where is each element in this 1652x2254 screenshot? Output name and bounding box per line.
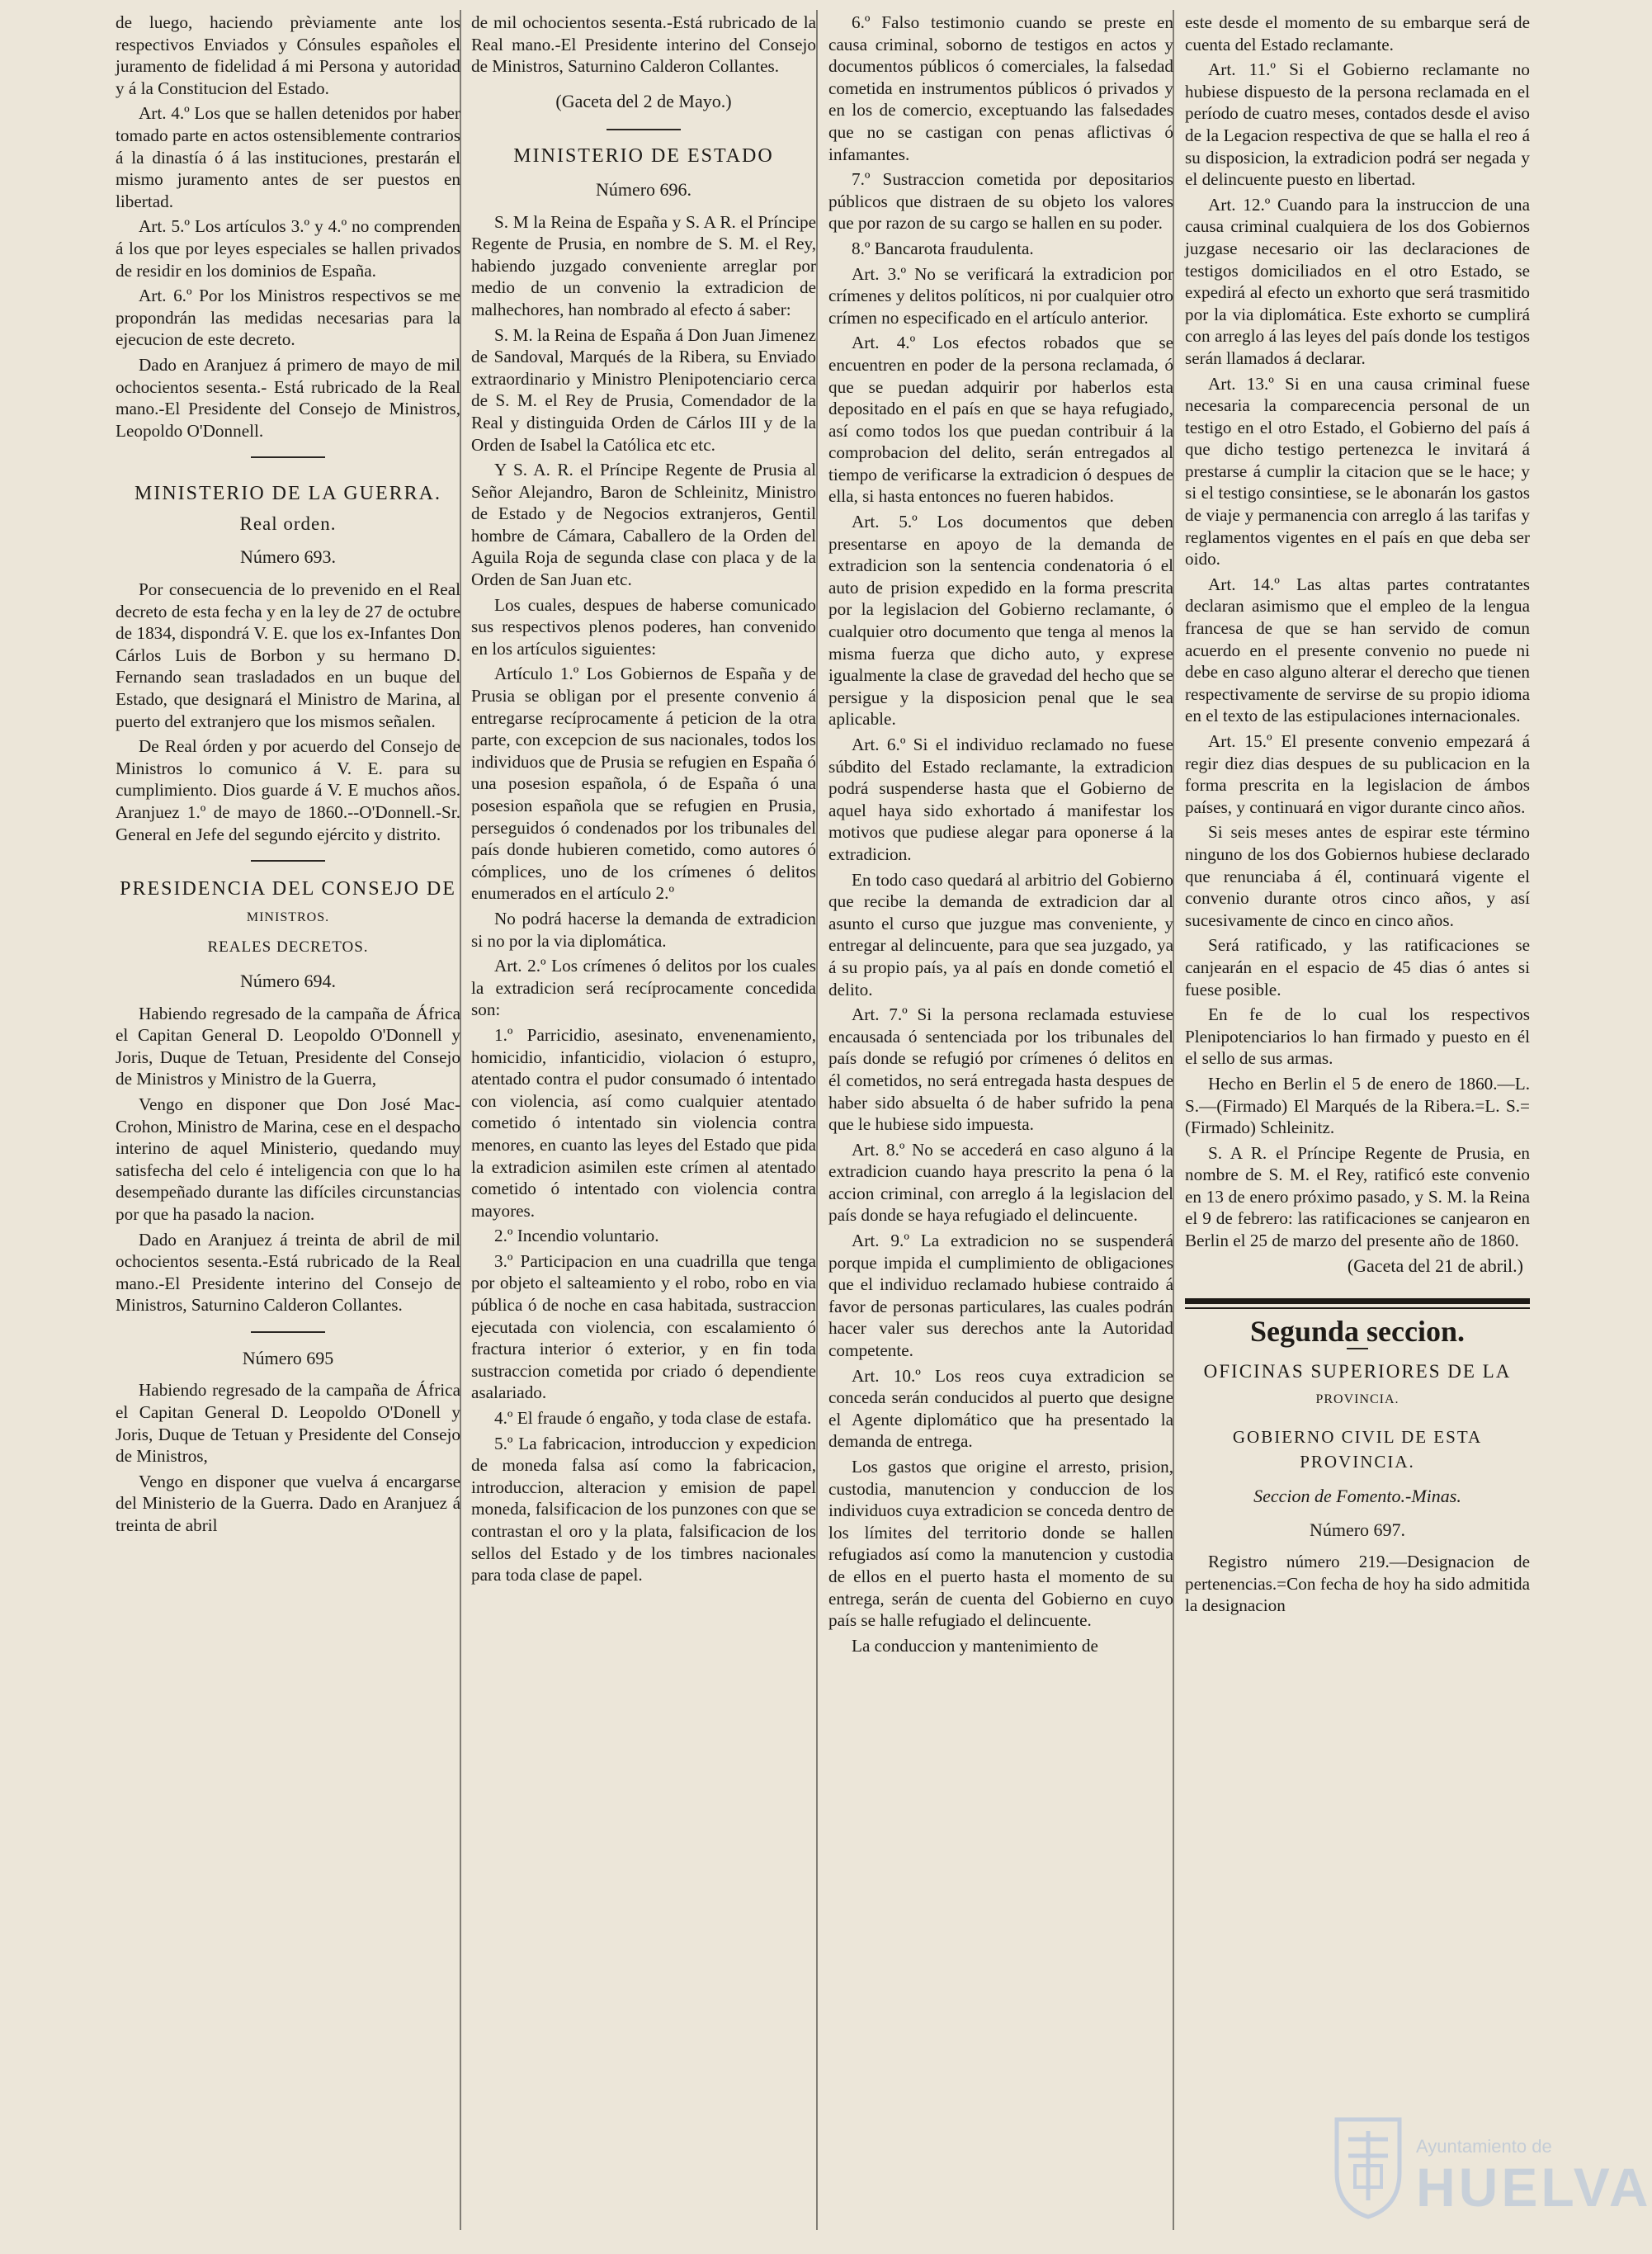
article-4: Art. 4.º Los efectos robados que se encuentren en poder de la persona reclamada, ó que se puedan adquirir por haberlos esta depositado en el país en que se haya refugiado, así como todos los que puedan contribuir á la comprobacion del delito, serán entregados al tiempo de verificarse la extradicion ó despues de ella, si hasta entonces no fueren habidos.	[828, 333, 1173, 507]
section-heading-guerra: MINISTERIO DE LA GUERRA.	[135, 483, 441, 505]
article-7: Art. 7.º Si la persona reclamada estuviese encausada ó sentenciada por los tribunales del país donde se refugió por crímenes ó delitos en él cometidos, no será entregada hasta despues de haber sido absuelta ó de haber sufrido la pena que le hubiese sido impuesta.	[828, 1004, 1173, 1135]
paragraph: este desde el momento de su embarque será de cuenta del Estado reclamante.	[1185, 12, 1530, 54]
watermark-line2: HUELVA	[1416, 2157, 1652, 2218]
paragraph: S. M la Reina de España y S. A R. el Príncipe Regente de Prusia, en nombre de S. M. el Rey, habiendo juzgado conveniente arreglar por medio de un convenio la extradicion de malhechores, han nombrado al efecto á saber:	[471, 211, 816, 319]
list-item: 7.º Sustraccion cometida por depositarios públicos que distraen de su objeto los valores que por razon de su cargo se hallen en su poder.	[828, 169, 1173, 234]
list-item: 1.º Parricidio, asesinato, envenenamiento, homicidio, infanticidio, violacion ó estupro, atentado contra el pudor consumado ó intentado con violencia, así como cualquier atentado cometido ó intentado sin violencia contra menores, en cuanto las leyes del Estado que pida la extradicion asimilen este crímen al atentado cometido ó intentado con violencia contra mayores.	[471, 1024, 816, 1221]
separator	[607, 129, 681, 130]
section-title-segunda: Segunda seccion.	[1249, 1315, 1466, 1349]
section-heading-ministros: MINISTROS.	[246, 910, 330, 924]
paragraph: de luego, haciendo prèviamente ante los respectivos Enviados y Cónsules españoles el juramento de fidelidad á mi Persona y autoridad y á la Constitucion del Estado.	[116, 12, 460, 98]
article-14: Art. 14.º Las altas partes contratantes declaran asimismo que el empleo de la lengua francesa de que se han servido de comun acuerdo en el presente convenio no puede ni debe en caso alguno alterar el derecho que tienen respectivamente de servirse de su propio idioma en el texto de las estipulaciones internacionales.	[1185, 574, 1530, 726]
paragraph: Habiendo regresado de la campaña de África el Capitan General D. Leopoldo O'Donnell y Joris, Duque de Tetuan, Presidente del Consejo de Ministros y Ministro de la Guerra,	[116, 1003, 460, 1089]
signature-paragraph: Dado en Aranjuez á primero de mayo de mil ochocientos sesenta.- Está rubricado de la Real mano.-El Presidente del Consejo de Ministros, Leopoldo O'Donnell.	[116, 354, 460, 441]
section-heading-provincia: PROVINCIA.	[1315, 1392, 1399, 1407]
gaceta-reference: (Gaceta del 2 de Mayo.)	[555, 90, 732, 111]
column-1	[116, 12, 460, 2240]
article-15: Art. 15.º El presente convenio empezará á regir diez dias despues de su publicacion en la forma prescrita en la legislacion de ámbos países, y continuará en vigor durante cinco años.	[1185, 731, 1530, 817]
column-4	[1185, 12, 1530, 2240]
paragraph: Dado en Aranjuez á treinta de abril de mil ochocientos sesenta.-Está rubricado de la Real mano.-El Presidente interino del Consejo de Ministros, Saturnino Calderon Collantes.	[116, 1229, 460, 1316]
list-item: 4.º El fraude ó engaño, y toda clase de estafa.	[494, 1408, 812, 1429]
column-3	[828, 12, 1173, 2240]
paragraph: De Real órden y por acuerdo del Consejo de Ministros lo comunico á V. E. para su cumplimiento. Dios guarde á V. E muchos años. Aranjuez 1.º de mayo de 1860.--O'Donnell.-Sr. General en Jefe del segundo ejército y distrito.	[116, 736, 460, 844]
separator-thin	[1185, 1307, 1530, 1309]
number-694: Número 694.	[239, 970, 337, 991]
paragraph: S. A R. el Príncipe Regente de Prusia, en nombre de S. M. el Rey, ratificó este convenio en 13 de enero próximo pasado, y S. M. la Reina el 9 de febrero: las ratificaciones se canjearon en Berlin el 25 de marzo del presente año de 1860.	[1185, 1142, 1530, 1251]
article-10: Art. 10.º Los reos cuya extradicion se conceda serán conducidos al puerto que designe el Agente diplomático que ha presentado la demanda de entrega.	[828, 1365, 1173, 1452]
subheading-reales-decretos: REALES DECRETOS.	[207, 938, 369, 957]
number-693: Número 693.	[239, 546, 337, 568]
article-1: Artículo 1.º Los Gobiernos de España y de Prusia se obligan por el presente convenio á entregarse recíprocamente á peticion de la otra parte, con excepcion de sus nacionales, todos los individuos que de Prusia se refugien en España ó una posesion española, ó de España ó una posesion española que se refugien en Prusia, perseguidos ó condenados por los tribunales del país donde hubieren cometido, como autores ó cómplices, uno de los crímenes ó delitos enumerados en el artículo 2.º	[471, 664, 816, 904]
section-heading-presidencia: PRESIDENCIA DEL CONSEJO DE	[120, 878, 456, 900]
article-6: Art. 6.º Si el individuo reclamado no fuese súbdito del Estado reclamante, la extradicion podrá suspenderse hasta que el Gobierno de aquel haya sido exhortado á manifestar los motivos que pudiese alegar para oponerse á la extradicion.	[828, 735, 1173, 864]
article-2: Art. 2.º Los crímenes ó delitos por los cuales la extradicion será recíprocamente concedida son:	[471, 956, 816, 1020]
separator	[251, 1331, 325, 1333]
list-item: 5.º La fabricacion, introduccion y expedicion de moneda falsa así como la fabricacion, introduccion, alteracion y emision de papel moneda, falsificacion de los punzones con que se contrastan el oro y la plata, falsificacion de los sellos del Estado y de los timbres nacionales para toda clase de papel.	[471, 1433, 816, 1585]
paragraph: Registro número 219.—Designacion de pertenencias.=Con fecha de hoy ha sido admitida la designacion	[1185, 1552, 1530, 1616]
paragraph: de mil ochocientos sesenta.-Está rubricado de la Real mano.-El Presidente interino del Consejo de Ministros, Saturnino Calderon Collantes.	[471, 12, 816, 77]
paragraph: Será ratificado, y las ratificaciones se canjearán en el espacio de 45 dias ó antes si fuese posible.	[1185, 935, 1530, 999]
section-heading-estado: MINISTERIO DE ESTADO	[513, 145, 774, 168]
list-item: 3.º Participacion en una cuadrilla que tenga por objeto el salteamiento y el robo, robo en via pública ó de noche en casa habitada, sustraccion ejecutada con violencia, con escalamiento ó fractura interior ó exterior, y en fin toda sustraccion cometida por criado ó dependiente asalariado.	[471, 1250, 816, 1403]
paragraph: Vengo en disponer que vuelva á encargarse del Ministerio de la Guerra. Dado en Aranjuez á treinta de abril	[116, 1471, 460, 1536]
article-3: Art. 3.º No se verificará la extradicion por crímenes y delitos políticos, ni por cualquier otro crímen no especificado en el artículo anterior.	[828, 263, 1173, 328]
section-heading-oficinas: OFICINAS SUPERIORES DE LA	[1203, 1360, 1512, 1382]
paragraph: Si seis meses antes de espirar este término ninguno de los dos Gobiernos hubiese declarado que renunciaba á él, continuará vigente el convenio durante otros cinco años, y así sucesivamente de cinco en cinco años.	[1185, 822, 1530, 930]
paragraph: En todo caso quedará al arbitrio del Gobierno que recibe la demanda de extradicion dar al asunto el curso que juzgue mas conveniente, y entregar al delincuente, para que sea juzgado, ya á su propio país, ya al país en donde cometió el delito.	[828, 869, 1173, 999]
paragraph: Vengo en disponer que Don José Mac-Crohon, Ministro de Marina, cese en el despacho interino de aquel Ministerio, quedando muy satisfecha del celo é inteligencia con que lo ha desempeñado durante las difíciles circunstancias por que ha pasado la nacion.	[116, 1094, 460, 1224]
article-8: Art. 8.º No se accederá en caso alguno á la extradicion cuando haya prescrito la pena ó la accion criminal, con arreglo á la legislacion del país donde se haya refugiado el delincuente.	[828, 1139, 1173, 1226]
number-697: Número 697.	[1309, 1519, 1406, 1540]
paragraph: No podrá hacerse la demanda de extradicion si no por la via diplomática.	[471, 908, 816, 951]
paragraph: En fe de lo cual los respectivos Plenipotenciarios lo han firmado y puesto en él el sello de sus armas.	[1185, 1004, 1530, 1069]
column-rule	[816, 10, 818, 2230]
article-4: Art. 4.º Los que se hallen detenidos por haber tomado parte en actos ostensiblemente contrarios á la dinastía ó á las instituciones, prestarán el mismo juramento antes de ser puestos en libertad.	[116, 103, 460, 211]
paragraph: Por consecuencia de lo prevenido en el Real decreto de esta fecha y en la ley de 27 de octubre de 1834, dispondrá V. E. que los ex-Infantes Don Cárlos Luis de Borbon y su hermano D. Fernando sean trasladados en un buque del Estado, que designará el Ministro de Marina, al puerto del extranjero que los mismos señalen.	[116, 579, 460, 731]
paragraph: Habiendo regresado de la campaña de África el Capitan General D. Leopoldo O'Donell y Joris, Duque de Tetuan y Presidente del Consejo de Ministros,	[116, 1380, 460, 1467]
list-item: 2.º Incendio voluntario.	[494, 1226, 659, 1246]
paragraph: Los gastos que origine el arresto, prision, custodia, manutencion y conduccion de los individuos cuya extradicion se conceda dentro de los límites del territorio donde se hallen refugiados así como la manutencion y custodia de ellos en el puerto hasta el momento de su entrega, serán de cuenta del Gobierno en cuyo país se halle refugiado el delincuente.	[828, 1457, 1173, 1631]
article-11: Art. 11.º Si el Gobierno reclamante no hubiese dispuesto de la persona reclamada en el período de cuatro meses, contados desde el aviso de la Legacion respectiva de que se halla el reo á su disposicion, la extradicion podrá ser negada y el delincuente puesto en libertad.	[1185, 59, 1530, 190]
watermark-line1: Ayuntamiento de	[1416, 2136, 1552, 2157]
paragraph: Los cuales, despues de haberse comunicado sus respectivos plenos poderes, han convenido en los artículos siguientes:	[471, 594, 816, 659]
crest-icon	[1330, 2115, 1406, 2220]
article-12: Art. 12.º Cuando para la instruccion de una causa criminal cualquiera de los dos Gobiernos juzgase necesario oir las declaraciones de testigos domiciliados en el otro Estado, se expedirá al efecto un exhorto que será trasmitido por la via diplomática. Este exhorto se cumplirá con arreglo á las leyes del país donde los testigos serán llamados á declarar.	[1185, 194, 1530, 368]
separator-thick	[1185, 1298, 1530, 1304]
list-item: 6.º Falso testimonio cuando se preste en causa criminal, soborno de testigos en actos y documentos públicos ó comerciales, la falsedad cometida en instrumentos públicos ó privados y en los de comercio, exceptuando las falsedades que no se castigan con penas aflictivas ó infamantes.	[828, 12, 1173, 164]
subheading-fomento: Seccion de Fomento.-Minas.	[1253, 1486, 1461, 1507]
separator	[1347, 1348, 1368, 1349]
paragraph: Hecho en Berlin el 5 de enero de 1860.—L. S.—(Firmado) El Marqués de la Ribera.=L. S.=(Firmado) Schleinitz.	[1185, 1073, 1530, 1138]
article-9: Art. 9.º La extradicion no se suspenderá porque impida el cumplimiento de obligaciones que el individuo reclamado hubiese contraido á favor de personas particulares, las cuales podrán hacer valer sus derechos ante la Autoridad competente.	[828, 1231, 1173, 1361]
paragraph: La conduccion y mantenimiento de	[852, 1635, 1098, 1656]
column-2	[471, 12, 816, 2240]
number-696: Número 696.	[595, 178, 692, 200]
number-695: Número 695	[242, 1347, 334, 1368]
list-item: 8.º Bancarota fraudulenta.	[852, 238, 1034, 258]
gaceta-reference: (Gaceta del 21 de abril.)	[1347, 1255, 1523, 1276]
article-6: Art. 6.º Por los Ministros respectivos se me propondrán las medidas necesarias para la ejecucion de este decreto.	[116, 286, 460, 350]
subheading-real-orden: Real orden.	[239, 513, 337, 534]
separator	[251, 456, 325, 458]
section-heading-gobierno: GOBIERNO CIVIL DE ESTA PROVINCIA.	[1232, 1427, 1483, 1472]
article-5: Art. 5.º Los artículos 3.º y 4.º no comprenden á los que por leyes especiales se hallen privados de residir en los dominios de España.	[116, 216, 460, 281]
paragraph: Y S. A. R. el Príncipe Regente de Prusia al Señor Alejandro, Baron de Schleinitz, Ministro de Estado y de Negocios extranjeros, Gentil hombre de Cámara, Caballero de la Orden del Aguila Roja de segunda clase con placa y de la Orden de San Juan etc.	[471, 460, 816, 590]
article-13: Art. 13.º Si en una causa criminal fuese necesaria la comparecencia personal de un testigo en el otro Estado, el Gobierno del país á que dicho testigo pertenezca le invitará á prestarse á cumplir la citacion que se le hace; y si el testigo consintiese, se le abonarán los gastos de viaje y permanencia con arreglo á las tarifas y reglamentos vigentes en el país en que deba ser oido.	[1185, 373, 1530, 569]
watermark-logo	[1330, 2113, 1652, 2245]
separator	[251, 860, 325, 862]
article-5: Art. 5.º Los documentos que deben presentarse en apoyo de la demanda de extradicion son la sentencia condenatoria ó el auto de prision expedido en la forma prescrita por la legislacion del Gobierno reclamante, ó cualquier otro documento que tenga al menos la misma fuerza que dicho auto, y exprese igualmente la clase de gravedad del hecho que se persigue y la disposicion penal que le sea aplicable.	[828, 512, 1173, 730]
paragraph: S. M. la Reina de España á Don Juan Jimenez de Sandoval, Marqués de la Ribera, su Enviado extraordinario y Ministro Plenipotenciario cerca de S. M. el Rey de Prusia, Comendador de la Real y distinguida Orden de Cárlos III y de la Orden de Isabel la Católica etc etc.	[471, 324, 816, 455]
